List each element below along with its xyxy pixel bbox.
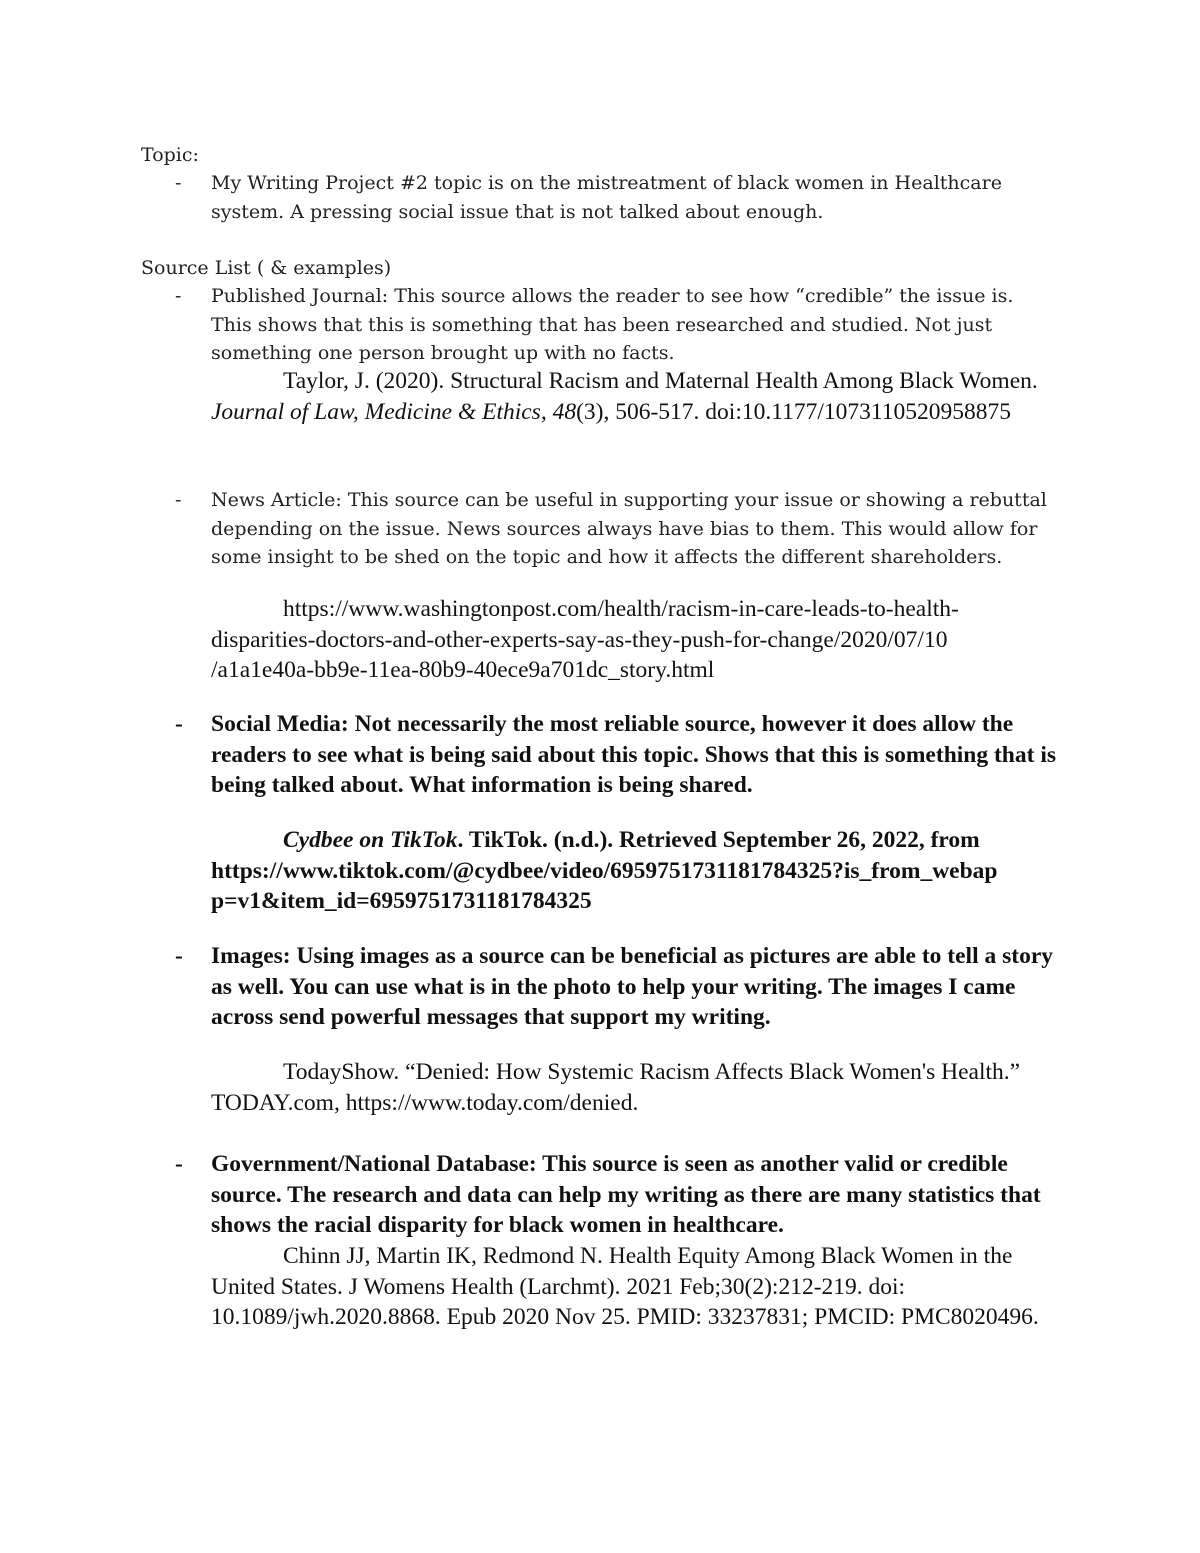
url-line: https://www.tiktok.com/@cydbee/video/6959751731181784325?is_from_webap: [211, 857, 998, 884]
source-description: Images: Using images as a source can be beneficial as pictures are able to tell a story as well. You can use what is in the photo to help your writing. The images I came across send powerful messages that support my writing.: [211, 943, 1053, 1030]
today-citation: [211, 1057, 1056, 1118]
citation-text: Chinn JJ, Martin IK, Redmond N. Health Equity Among Black Women in the United States. J Womens Health (Larchmt). 2021 Feb;30(2):212-219. doi: 10.1089/jwh.2020.8868. Epub 2020 Nov 25. PMID: 33237831; PMCID: PMC8020496.: [211, 1243, 1039, 1330]
source-description: Social Media: Not necessarily the most reliable source, however it does allow the readers to see what is being said about this topic. Shows that this is something that is being talked about. What information is being shared.: [211, 711, 1057, 798]
chinn-citation: [211, 1241, 1056, 1333]
bullet-dash: -: [175, 285, 182, 307]
bullet-dash: -: [175, 943, 183, 969]
url-line: /a1a1e40a-bb9e-11ea-80b9-40ece9a701dc_story.html: [211, 657, 715, 683]
source-list-heading: Source List ( & examples): [141, 257, 392, 279]
url-line: p=v1&item_id=6959751731181784325: [211, 888, 592, 914]
bullet-dash: -: [175, 172, 182, 194]
source-description: Government/National Database: This source is seen as another valid or credible source. The research and data can help my writing as there are many statistics that shows the racial disparity for black women in healthcare.: [211, 1151, 1041, 1238]
bullet-dash: -: [175, 1151, 183, 1177]
bullet-dash: -: [175, 711, 183, 737]
citation-text: TodayShow. “Denied: How Systemic Racism Affects Black Women's Health.” TODAY.com, https://www.today.com/denied.: [211, 1059, 1021, 1116]
journal-title: Journal of Law, Medicine & Ethics, 48: [211, 398, 577, 425]
citation-text: . TikTok. (n.d.). Retrieved September 26, 2022, from: [457, 827, 980, 853]
topic-text: My Writing Project #2 topic is on the mistreatment of black women in Healthcare system. A pressing social issue that is not talked about enough.: [211, 172, 1002, 223]
citation-title: Cydbee on TikTok: [283, 827, 458, 853]
source-description: News Article: This source can be useful in supporting your issue or showing a rebuttal depending on the issue. News sources always have bias to them. This would allow for some insight to be shed on the topic and how it affects the different shareholders.: [211, 489, 1047, 568]
url-line: disparities-doctors-and-other-experts-say-as-they-push-for-change/2020/07/10: [211, 626, 948, 653]
url-line: https://www.washingtonpost.com/health/racism-in-care-leads-to-health-: [283, 596, 959, 622]
journal-citation: [211, 366, 1056, 427]
source-description: Published Journal: This source allows the reader to see how “credible” the issue is. This shows that this is something that has been researched and studied. Not just something one person brought up with no facts.: [211, 285, 1014, 364]
citation-text: Taylor, J. (2020). Structural Racism and Maternal Health Among Black Women.: [283, 368, 1038, 394]
tiktok-citation: [211, 825, 1056, 917]
news-url-citation: [211, 594, 1056, 686]
citation-text: (3), 506-517. doi:10.1177/1073110520958875: [576, 398, 1012, 425]
bullet-dash: -: [175, 489, 182, 511]
topic-heading: Topic:: [141, 144, 199, 166]
